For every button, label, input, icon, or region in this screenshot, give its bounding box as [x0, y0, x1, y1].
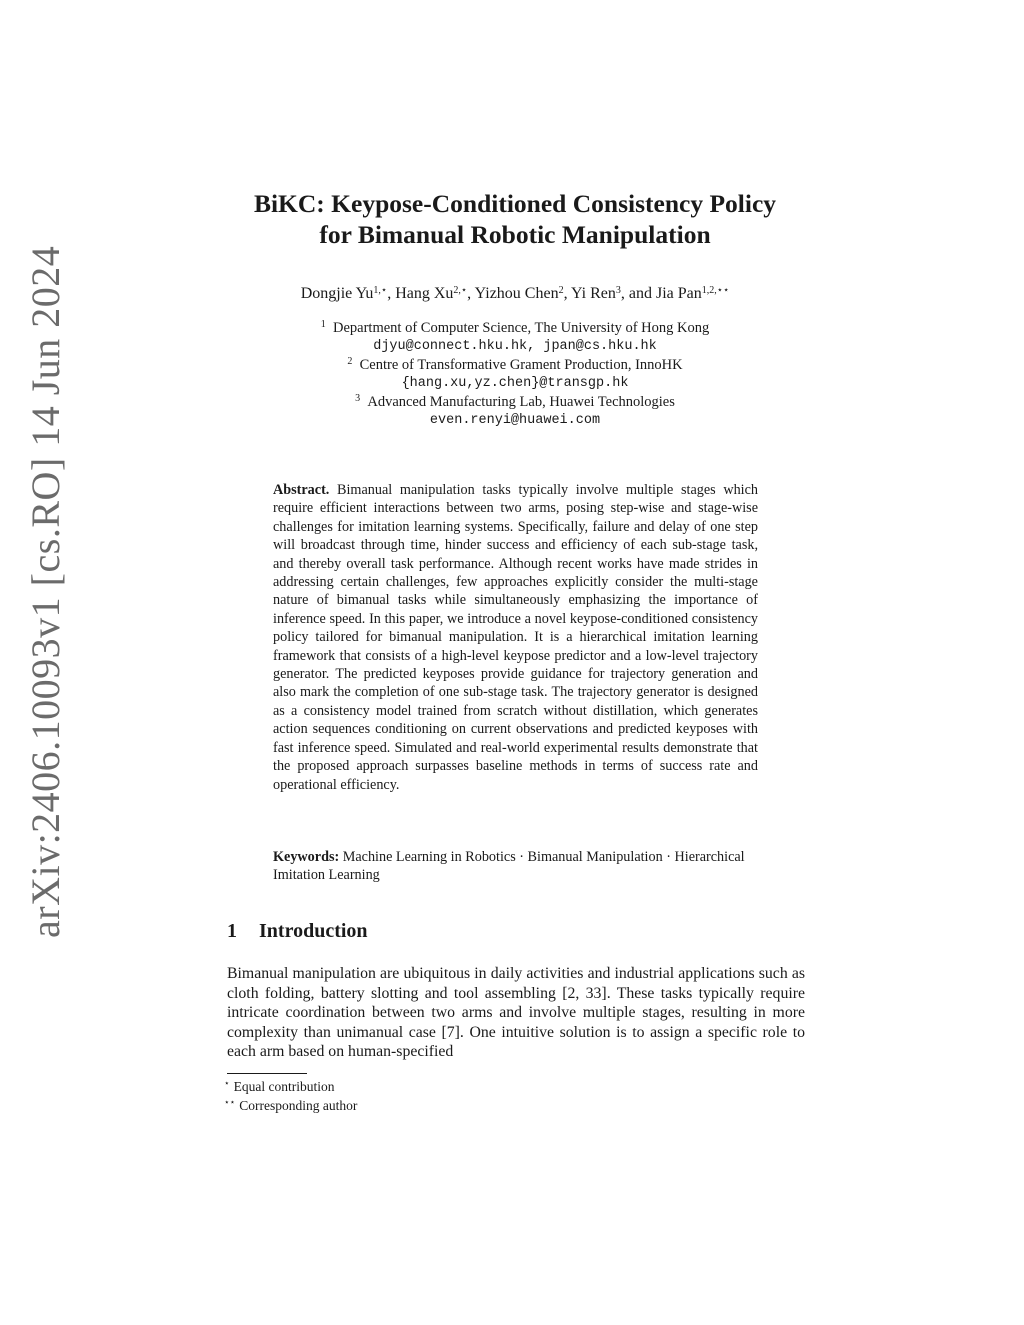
affiliation-email: djyu@connect.hku.hk, jpan@cs.hku.hk — [373, 338, 657, 354]
affiliation-email: even.renyi@huawei.com — [429, 412, 601, 428]
abstract — [273, 481, 758, 794]
section-number: 1 — [227, 920, 237, 942]
introduction-paragraph: Bimanual manipulation are ubiquitous in daily activities and industrial applications such as cloth folding, battery slotting and tool assembling [2, 33]. These tasks typically require intricate coordination between two arms and involve multiple stages, resulting in more complexity than unimanual case [7]. One intuitive solution is to assign a specific role to each arm based on human-specified — [227, 965, 805, 1061]
paper-title-line-2: for Bimanual Robotic Manipulation — [319, 220, 711, 249]
arxiv-identifier-stamp: arXiv:2406.10093v1 [cs.RO] 14 Jun 2024 — [23, 245, 68, 938]
keywords-text: Machine Learning in Robotics · Bimanual Manipulation · Hierarchical Imitation Learning — [273, 849, 745, 884]
affiliation: $^2$ Centre of Transformative Grament Production, InnoHK — [347, 356, 683, 373]
author: Hang $Xu^{2,⋆}$, — [395, 285, 475, 302]
footnotes — [224, 1077, 357, 1115]
footnote: ⋆ Equal contribution — [224, 1078, 335, 1094]
abstract-label: Abstract. — [273, 482, 330, 498]
affiliation-email: {hang.xu,yz.chen}@transgp.hk — [401, 375, 629, 391]
abstract-text: Bimanual manipulation tasks typically involve multiple stages which require efficient interactions between two arms, posing step-wise and stage-wise challenges for imitation learning systems. Specifically, failure and delay of one step will broadcast through time, hinder success and efficiency of each sub-stage task, and thereby overall task performance. Although recent works have made strides in addressing certain challenges, few approaches explicitly consider the multi-stage nature of bimanual tasks while simultaneously emphasizing the importance of inference speed. In this paper, we introduce a novel keypose-conditioned consistency policy tailored for bimanual manipulation. It is a hierarchical imitation learning framework that consists of a high-level keypose predictor and a low-level trajectory generator. The predicted keyposes provide guidance for trajectory generation and also mark the completion of one sub-stage task. The trajectory generator is designed as a consistency model trained from scratch without distillation, which generates action sequences conditioning on current observations and predicted keyposes with fast inference speed. Simulated and real-world experimental results demonstrate that the proposed approach surpasses baseline methods in terms of success rate and operational efficiency. — [273, 482, 759, 793]
author: Dongjie $Yu^{1,⋆}$, — [300, 285, 396, 302]
author-list — [150, 284, 880, 304]
affiliation: $^3$ Advanced Manufacturing Lab, Huawei Technologies — [355, 393, 675, 410]
affiliation-list — [200, 319, 830, 430]
section-heading-introduction — [227, 919, 368, 943]
keywords-label: Keywords: — [273, 849, 340, 865]
author: Yi Ren$^3$, and — [570, 285, 656, 302]
author: Jia Pan$^{1,2,⋆⋆}$ — [655, 285, 730, 302]
keywords — [273, 848, 763, 885]
footnote-divider — [227, 1073, 307, 1074]
affiliation: $^1$ Department of Computer Science, The University of Hong Kong — [320, 319, 710, 336]
section-title: Introduction — [259, 920, 368, 942]
paper-title — [200, 188, 830, 250]
footnote: ⋆⋆ Corresponding author — [224, 1097, 358, 1113]
author: Yizhou Chen$^2$, — [474, 285, 571, 302]
paper-title-line-1: BiKC: Keypose-Conditioned Consistency Policy — [253, 189, 777, 218]
